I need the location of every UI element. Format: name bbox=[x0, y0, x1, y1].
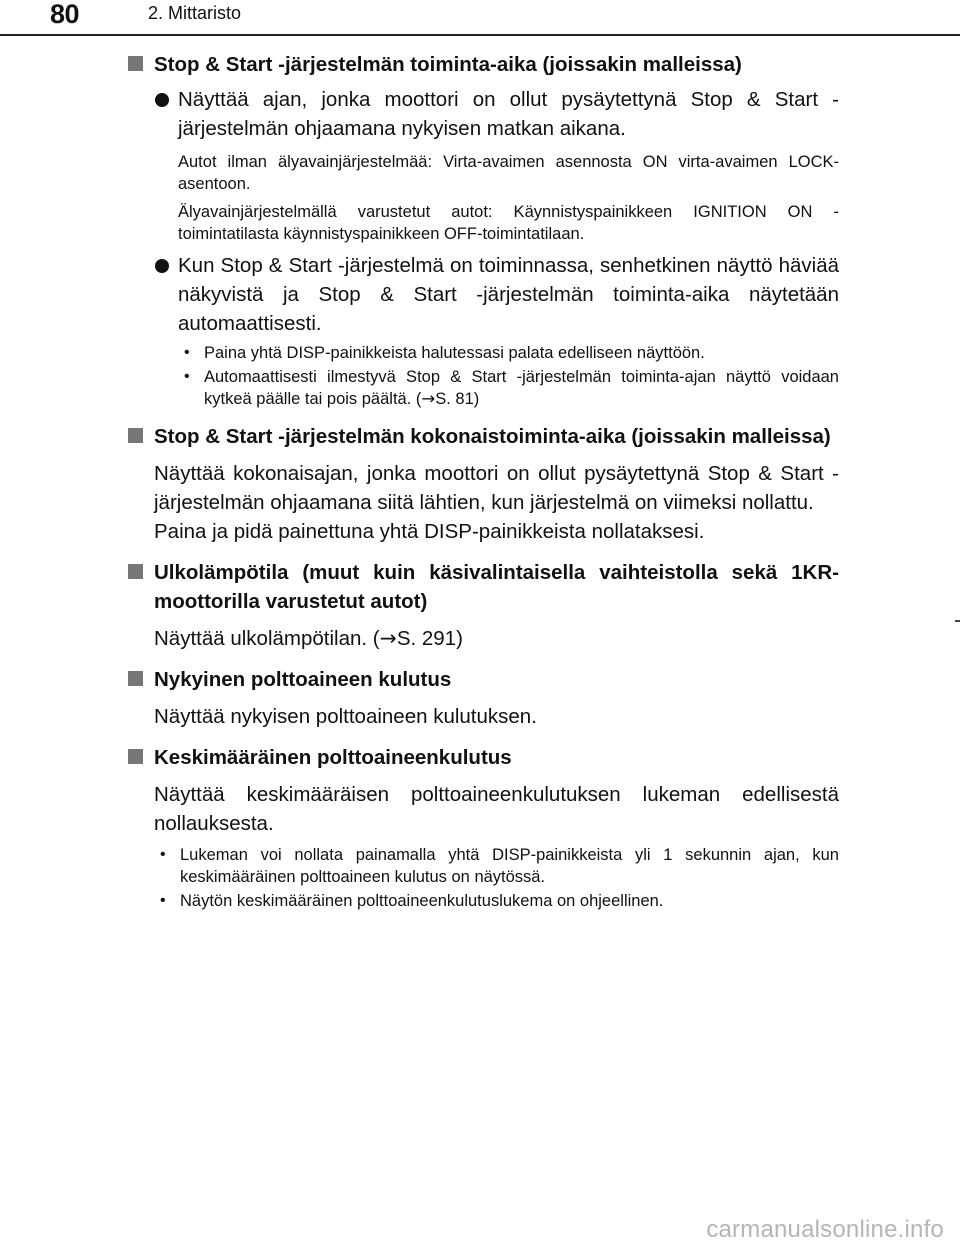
body-text: Paina ja pidä painettuna yhtä DISP-painikkeista nollataksesi. bbox=[154, 520, 705, 543]
section-heading bbox=[126, 422, 839, 451]
bullet-item bbox=[126, 85, 839, 143]
watermark: carmanualsonline.info bbox=[706, 1216, 944, 1243]
section-stop-start-time bbox=[126, 50, 839, 410]
sub-bullet-list bbox=[126, 844, 839, 912]
square-bullet-icon bbox=[128, 428, 143, 443]
sub-bullet-item bbox=[178, 342, 839, 364]
note-block bbox=[126, 151, 839, 245]
sub-bullet-item bbox=[178, 366, 839, 410]
small-bullet-icon: • bbox=[184, 344, 190, 361]
section-current-fuel-consumption bbox=[126, 665, 839, 731]
page-number: 80 bbox=[50, 0, 80, 29]
bullet-text: Näyttää ajan, jonka moottori on ollut pysäytettynä Stop & Start -järjestelmän ohjaamana nykyisen matkan aikana. bbox=[178, 88, 839, 140]
square-bullet-icon bbox=[128, 749, 143, 764]
body-text-main: Näyttää ulkolämpötilan. ( bbox=[154, 627, 380, 650]
round-bullet-icon bbox=[155, 259, 169, 273]
body-text bbox=[154, 624, 839, 653]
page-header bbox=[0, 0, 960, 40]
sub-bullet-item bbox=[154, 890, 839, 912]
section-heading bbox=[126, 743, 839, 772]
heading-text: Stop & Start -järjestelmän kokonaistoiminta-aika (joissakin malleissa) bbox=[154, 425, 831, 448]
note-text: Älyavainjärjestelmällä varustetut autot: Käynnistyspainikkeen IGNITION ON -toimintatilasta käynnistyspainikkeen OFF-toimintatilaan. bbox=[178, 203, 839, 243]
note-text: Autot ilman älyavainjärjestelmää: Virta-avaimen asennosta ON virta-avaimen LOCK-asentoon. bbox=[178, 153, 839, 193]
sub-bullet-text: Näytön keskimääräinen polttoaineenkulutuslukema on ohjeellinen. bbox=[180, 892, 664, 910]
body-text: Näyttää keskimääräisen polttoaineenkulutuksen lukeman edellisestä nollauksesta. bbox=[154, 783, 839, 835]
section-stop-start-total bbox=[126, 422, 839, 546]
sub-bullet-item bbox=[154, 844, 839, 888]
page-reference-link[interactable]: S. 291) bbox=[396, 627, 463, 650]
sub-bullet-text: Lukeman voi nollata painamalla yhtä DISP-painikkeista yli 1 sekunnin ajan, kun keskimääräinen polttoaineen kulutus on näytössä. bbox=[180, 846, 839, 886]
square-bullet-icon bbox=[128, 564, 143, 579]
edge-tick-mark bbox=[955, 620, 960, 622]
heading-text: Stop & Start -järjestelmän toiminta-aika (joissakin malleissa) bbox=[154, 53, 742, 76]
small-bullet-icon: • bbox=[160, 846, 166, 863]
section-heading bbox=[126, 558, 839, 616]
arrow-right-icon: → bbox=[379, 626, 397, 650]
header-rule bbox=[0, 34, 960, 36]
body-text: Näyttää kokonaisajan, jonka moottori on ollut pysäytettynä Stop & Start -järjestelmän ohjaamana siitä lähtien, kun järjestelmä on viimeksi nollattu. bbox=[154, 462, 839, 514]
sub-bullet-text: Automaattisesti ilmestyvä Stop & Start -järjestelmän toiminta-ajan näyttö voidaan kytkeä päälle tai pois päältä. ( bbox=[204, 368, 839, 408]
section-body bbox=[126, 780, 839, 838]
section-body bbox=[126, 702, 839, 731]
section-heading bbox=[126, 665, 839, 694]
heading-text: Nykyinen polttoaineen kulutus bbox=[154, 668, 452, 691]
page-reference-link[interactable]: S. 81) bbox=[435, 390, 480, 408]
section-body bbox=[126, 624, 839, 653]
chapter-title: 2. Mittaristo bbox=[148, 3, 242, 23]
section-average-fuel-consumption bbox=[126, 743, 839, 912]
square-bullet-icon bbox=[128, 671, 143, 686]
arrow-right-icon: → bbox=[421, 389, 436, 408]
bullet-item bbox=[126, 251, 839, 338]
round-bullet-icon bbox=[155, 93, 169, 107]
sub-bullet-list bbox=[126, 342, 839, 410]
sub-bullet-text: Paina yhtä DISP-painikkeista halutessasi palata edelliseen näyttöön. bbox=[204, 344, 705, 362]
body-text: Näyttää nykyisen polttoaineen kulutuksen. bbox=[154, 705, 537, 728]
bullet-text: Kun Stop & Start -järjestelmä on toiminnassa, senhetkinen näyttö häviää näkyvistä ja Stop & Start -järjestelmän toiminta-aika näytetään automaattisesti. bbox=[178, 254, 839, 335]
heading-text: Ulkolämpötila (muut kuin käsivalintaisella vaihteistolla sekä 1KR-moottorilla varustetut autot) bbox=[154, 561, 839, 613]
square-bullet-icon bbox=[128, 56, 143, 71]
heading-text: Keskimääräinen polttoaineenkulutus bbox=[154, 746, 512, 769]
page-content bbox=[126, 40, 839, 914]
small-bullet-icon: • bbox=[184, 368, 190, 385]
small-bullet-icon: • bbox=[160, 892, 166, 909]
section-outside-temperature bbox=[126, 558, 839, 653]
section-body bbox=[126, 459, 839, 546]
section-heading bbox=[126, 50, 839, 79]
